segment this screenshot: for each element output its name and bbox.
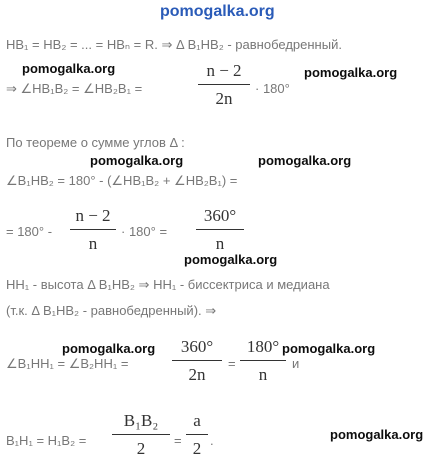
half-side-text: B₁H₁ = H₁B₂ = [6,433,87,448]
fraction-numerator: 360° [180,337,214,356]
period: . [210,433,214,448]
equals-sign: = [228,356,236,371]
fraction-numerator: 360° [203,206,237,225]
fraction-180-over-n [240,338,286,383]
fraction-numerator: 180° [246,337,280,356]
watermark: pomogalka.org [90,153,184,168]
fraction-denominator: n [215,234,225,253]
fraction-denominator: 2n [215,89,233,108]
half-angle-text: ∠B₁HH₁ = ∠B₂HH₁ = [6,356,129,371]
times-180: · 180° [255,81,290,96]
fraction-b1b2-over-2 [112,412,170,457]
fraction-numerator: a [193,411,201,430]
fraction-denominator: 2 [136,439,146,458]
fraction-360-over-2n [172,338,222,383]
fraction-bar [70,229,116,230]
watermark: pomogalka.org [22,61,116,76]
fraction-bar [186,434,208,435]
central-angle-expression: ∠B₁HB₂ = 180° - (∠HB₁B₂ + ∠HB₂B₁) = [6,173,238,188]
watermark: pomogalka.org [258,153,352,168]
times-180-equals: · 180° = [121,224,168,239]
fraction-bar [240,360,286,361]
fraction-numerator: n − 2 [206,61,242,80]
fraction-bar [198,84,250,85]
fraction-bar [196,229,244,230]
watermark: pomogalka.org [330,427,424,442]
fraction-360-over-n [196,207,244,252]
base-angle-fraction [198,62,250,107]
fraction-denominator: 2 [192,439,202,458]
fraction-bar [172,360,222,361]
fraction-n-minus-2-over-n [70,207,116,252]
fraction-denominator: 2n [188,365,206,384]
equals-sign: = [174,433,182,448]
isosceles-reason-text: (т.к. Δ B₁HB₂ - равнобедренный). ⇒ [6,303,217,318]
fraction-denominator: n [258,365,268,384]
equal-radii-line: HB₁ = HB₂ = ... = HBₙ = R. ⇒ Δ B₁HB₂ - равнобедренный. [6,37,342,52]
watermark-top: pomogalka.org [160,3,275,20]
watermark: pomogalka.org [304,65,398,80]
fraction-denominator: n [88,234,98,253]
fraction-a-over-2 [186,412,208,457]
central-angle-result-left: = 180° - [6,224,53,239]
fraction-bar [112,434,170,435]
watermark: pomogalka.org [184,252,278,267]
base-angles-text: ⇒ ∠HB₁B₂ = ∠HB₂B₁ = [6,81,143,96]
watermark: pomogalka.org [62,341,156,356]
fraction-numerator: n − 2 [75,206,111,225]
fraction-numerator: B₁B₂ [123,411,159,430]
watermark: pomogalka.org [282,341,376,356]
height-bisector-text: HH₁ - высота Δ B₁HB₂ ⇒ HH₁ - биссектриса и медиана [6,277,330,292]
conjunction-i: и [292,356,300,371]
theorem-text: По теореме о сумме углов Δ : [6,135,185,150]
